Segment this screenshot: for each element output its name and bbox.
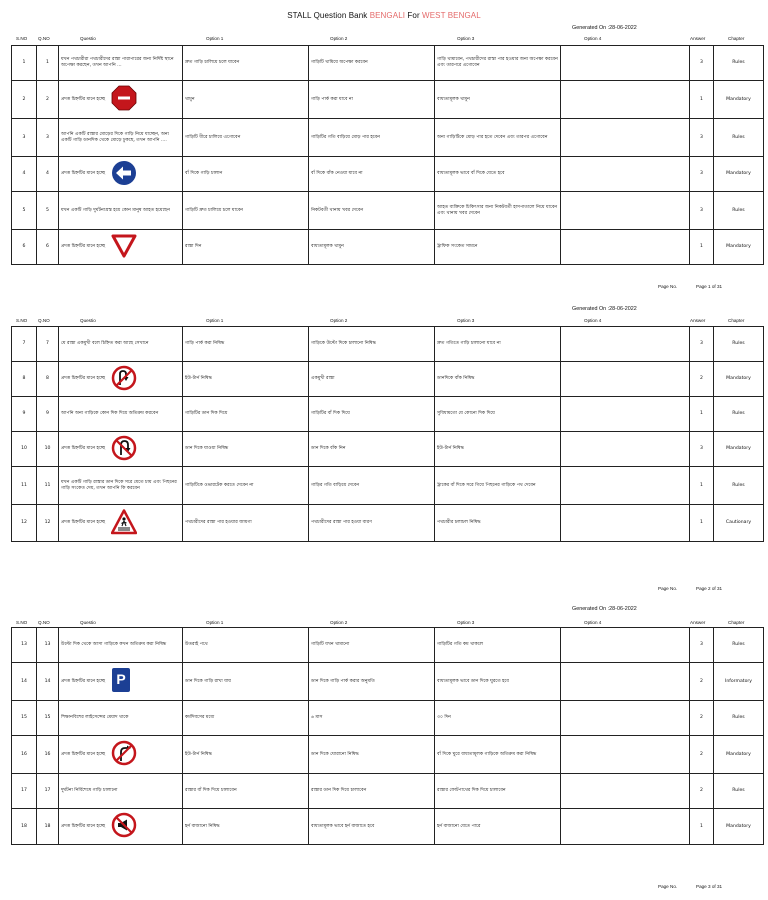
sno-cell: 2 <box>12 81 37 119</box>
column-header: Option 2 <box>330 620 348 625</box>
option3-cell: হর্ন বাজানো যেতে পারে <box>435 809 561 845</box>
page-number-label: Page No. <box>658 284 678 289</box>
question-cell <box>59 505 183 542</box>
option2-cell: গাড়িটির বাঁ দিক দিয়ে <box>309 397 435 432</box>
option3-cell: গাড়ি থামাবেন, পথচারীদের রাস্তা পার হওয়ার জন্য অপেক্ষা করবেন এবং তারপরে এগোবেন <box>435 46 561 81</box>
column-header: Option 4 <box>584 36 602 41</box>
chapter-cell: Mandatory <box>714 81 764 119</box>
question-text: প্রদত্ত চিহ্নটির মানে হচ্ছে <box>61 244 106 250</box>
option1-cell: ডান দিকে যাওয়া নিষিদ্ধ <box>183 432 309 467</box>
sno-cell: 14 <box>12 663 37 701</box>
option3-cell: ডানদিকে বাঁক নিষিদ্ধ <box>435 362 561 397</box>
question-cell <box>59 230 183 265</box>
chapter-cell: Rules <box>714 467 764 505</box>
question-text: প্রদত্ত চিহ্নটির মানে হচ্ছে <box>61 446 106 452</box>
generated-label: Generated On : <box>572 306 610 312</box>
qno-cell: 2 <box>37 81 59 119</box>
option3-cell: রাস্তার ফোটপাথের দিক দিয়ে চালাবেন <box>435 774 561 809</box>
title-state: WEST BENGAL <box>422 11 481 20</box>
answer-cell: 1 <box>690 397 714 432</box>
question-text: শিক্ষানবিশের লাইসেন্সের মেয়াদ থাকে <box>61 715 129 721</box>
table-row <box>12 432 764 467</box>
pedestrian-crossing-sign-icon <box>111 509 137 538</box>
question-text: যখন একটি গাড়ি রাস্তার ডান দিকে সরে যেতে চায় এবং পিছনের গাড়ি সংকেত দেয়, তখন আপনি কি করবেন <box>61 479 177 491</box>
question-cell <box>59 628 183 663</box>
question-cell <box>59 119 183 157</box>
answer-cell: 2 <box>690 362 714 397</box>
answer-cell: 1 <box>690 505 714 542</box>
qno-cell: 7 <box>37 327 59 362</box>
chapter-cell: Cautionary <box>714 505 764 542</box>
option3-cell: আহত ব্যক্তিকে চিকিৎসার জন্য নিকটবর্তী হাসপাতালে নিয়ে যাবেন এবং থানায় খবর দেবেন <box>435 192 561 230</box>
question-cell <box>59 663 183 701</box>
column-header: Answer <box>690 318 706 323</box>
option1-cell: বাঁ দিকে গাড়ি চালান <box>183 157 309 192</box>
qno-cell: 12 <box>37 505 59 542</box>
question-text: যখন একটি গাড়ি দুর্ঘটনাগ্রস্ত হয়ে কোন মানুষ আহত হয়েছেন <box>61 207 170 213</box>
column-header: Option 4 <box>584 620 602 625</box>
option3-cell: ইউ-টার্ন নিষিদ্ধ <box>435 432 561 467</box>
option4-cell <box>561 397 690 432</box>
chapter-cell: Rules <box>714 628 764 663</box>
option4-cell <box>561 230 690 265</box>
question-text: আপনি একটি রাস্তার মোড়ের দিকে গাড়ি নিয়ে যাচ্ছেন, অন্য একটি গাড়ি ডানদিক থেকে মোড়ে ঢুকছে, তখন আপনি .... <box>61 131 169 143</box>
option4-cell <box>561 362 690 397</box>
chapter-cell: Rules <box>714 192 764 230</box>
column-header: Answer <box>690 36 706 41</box>
title-for: For <box>407 11 420 20</box>
column-header: S.NO <box>16 318 28 323</box>
option4-cell <box>561 119 690 157</box>
question-cell <box>59 809 183 845</box>
table-row <box>12 192 764 230</box>
column-header: Questio <box>80 318 96 323</box>
column-header: Option 2 <box>330 318 348 323</box>
answer-cell: 1 <box>690 81 714 119</box>
sno-cell: 5 <box>12 192 37 230</box>
page-number-label: Page No. <box>658 884 678 889</box>
sno-cell: 16 <box>12 736 37 774</box>
option3-cell: সুবিধামতো যে কোনো দিক দিয়ে <box>435 397 561 432</box>
option2-cell: গাড়িটি থামিয়ে অপেক্ষা করবেন <box>309 46 435 81</box>
option4-cell <box>561 701 690 736</box>
generated-on <box>572 25 637 31</box>
page-number: Page 2 of 31 <box>696 586 723 591</box>
option4-cell <box>561 432 690 467</box>
one-way-sign-icon <box>111 365 137 394</box>
qno-cell: 1 <box>37 46 59 81</box>
table-row <box>12 467 764 505</box>
page-number: Page 1 of 31 <box>696 284 723 289</box>
option3-cell: বাধ্যতামূলক ভাবে বাঁ দিকে যেতে হবে <box>435 157 561 192</box>
sno-cell: 15 <box>12 701 37 736</box>
table-row <box>12 119 764 157</box>
table-row <box>12 81 764 119</box>
option2-cell: গাড়ির গতি বাড়িয়ে দেবেন <box>309 467 435 505</box>
generated-label: Generated On : <box>572 25 610 31</box>
qno-cell: 5 <box>37 192 59 230</box>
question-text: উল্টো দিক থেকে আসা গাড়িকে কখন অতিক্রম করা নিষিদ্ধ <box>61 642 167 648</box>
option4-cell <box>561 157 690 192</box>
qno-cell: 10 <box>37 432 59 467</box>
question-cell <box>59 701 183 736</box>
generated-date: 28-06-2022 <box>609 606 637 612</box>
table-row <box>12 327 764 362</box>
question-cell <box>59 192 183 230</box>
column-header: Option 2 <box>330 36 348 41</box>
option4-cell <box>561 663 690 701</box>
sno-cell: 6 <box>12 230 37 265</box>
stop-sign-icon <box>111 85 137 114</box>
sno-cell: 18 <box>12 809 37 845</box>
option2-cell: গাড়িকে উল্টো দিকে চালানো নিষিদ্ধ <box>309 327 435 362</box>
option2-cell: ডান দিকে ঘোরানো নিষিদ্ধ <box>309 736 435 774</box>
answer-cell: 2 <box>690 774 714 809</box>
answer-cell: 1 <box>690 467 714 505</box>
sno-cell: 7 <box>12 327 37 362</box>
table-row <box>12 505 764 542</box>
keep-left-sign-icon <box>111 160 137 189</box>
title-prefix: STALL Question Bank <box>287 11 368 20</box>
title-language: BENGALI <box>369 11 406 20</box>
option3-cell: দ্রুত গতিতে গাড়ি চালানো যাবে না <box>435 327 561 362</box>
page-number: Page 3 of 31 <box>696 884 723 889</box>
chapter-cell: Informatory <box>714 663 764 701</box>
chapter-cell: Mandatory <box>714 157 764 192</box>
generated-on <box>572 306 637 312</box>
question-table <box>11 326 764 542</box>
option2-cell: একমুখী রাস্তা <box>309 362 435 397</box>
option2-cell: গাড়ি পার্ক করা যাবে না <box>309 81 435 119</box>
qno-cell: 8 <box>37 362 59 397</box>
page-number-label: Page No. <box>658 586 678 591</box>
column-header: Chapter <box>728 318 745 323</box>
question-table <box>11 45 764 265</box>
option2-cell: রাস্তার ডান দিক দিয়ে চালাবেন <box>309 774 435 809</box>
chapter-cell: Mandatory <box>714 362 764 397</box>
qno-cell: 15 <box>37 701 59 736</box>
option2-cell: গাড়িটি যখন থামানো <box>309 628 435 663</box>
column-header: Option 3 <box>457 318 475 323</box>
question-text: আপনি অন্য গাড়িকে কোন দিক দিয়ে অতিক্রম করবেন <box>61 411 159 417</box>
column-header: Option 1 <box>206 318 224 323</box>
answer-cell: 3 <box>690 432 714 467</box>
option3-cell: ট্রাফিক সংকেত সামনে <box>435 230 561 265</box>
option4-cell <box>561 46 690 81</box>
option1-cell: পথচারীদের রাস্তা পার হওয়ার জায়গা <box>183 505 309 542</box>
question-cell <box>59 774 183 809</box>
question-text: প্রদত্ত চিহ্নটির মানে হচ্ছে <box>61 678 106 684</box>
sno-cell: 10 <box>12 432 37 467</box>
option1-cell: উতরাই পথে <box>183 628 309 663</box>
sno-cell: 11 <box>12 467 37 505</box>
question-cell <box>59 736 183 774</box>
chapter-cell: Rules <box>714 119 764 157</box>
answer-cell: 3 <box>690 192 714 230</box>
generated-date: 28-06-2022 <box>609 306 637 312</box>
option3-cell: বাঁ দিকে ঘুরে বাধ্যতামূলক গাড়িকে অতিক্রম করা নিষিদ্ধ <box>435 736 561 774</box>
chapter-cell: Rules <box>714 46 764 81</box>
table-row <box>12 809 764 845</box>
table-row <box>12 663 764 701</box>
option1-cell: থামুন <box>183 81 309 119</box>
generated-date: 28-06-2022 <box>609 25 637 31</box>
question-cell <box>59 81 183 119</box>
option2-cell: পথচারীদের রাস্তা পার হওয়া বারণ <box>309 505 435 542</box>
option4-cell <box>561 505 690 542</box>
option1-cell: ইউ-টার্ন নিষিদ্ধ <box>183 362 309 397</box>
column-header: Option 1 <box>206 620 224 625</box>
option4-cell <box>561 327 690 362</box>
option4-cell <box>561 81 690 119</box>
question-text: প্রদত্ত চিহ্নটির মানে হচ্ছে <box>61 520 106 526</box>
option1-cell: রাস্তার বাঁ দিক দিয়ে চালাবেন <box>183 774 309 809</box>
no-horn-sign-icon <box>111 812 137 841</box>
option4-cell <box>561 809 690 845</box>
question-text: যখন পথচারীরা পথচারীদের রাস্তা পারাপারের জন্য নির্দিষ্ট স্থানে অপেক্ষা করছেন, তখন আপনি ... <box>61 57 174 68</box>
column-header: Questio <box>80 620 96 625</box>
sno-cell: 4 <box>12 157 37 192</box>
column-header: Chapter <box>728 36 745 41</box>
column-header: Chapter <box>728 620 745 625</box>
sno-cell: 1 <box>12 46 37 81</box>
sno-cell: 9 <box>12 397 37 432</box>
option3-cell: গাড়িটির গতি কম থাকলে <box>435 628 561 663</box>
column-header: S.NO <box>16 620 28 625</box>
generated-label: Generated On : <box>572 606 610 612</box>
svg-text:P: P <box>116 671 126 688</box>
option1-cell: গাড়িটি ধীরে চালিয়ে এগোবেন <box>183 119 309 157</box>
chapter-cell: Rules <box>714 774 764 809</box>
qno-cell: 6 <box>37 230 59 265</box>
sno-cell: 17 <box>12 774 37 809</box>
column-header: Answer <box>690 620 706 625</box>
page-title <box>0 11 768 20</box>
table-row <box>12 362 764 397</box>
question-cell <box>59 46 183 81</box>
question-cell <box>59 467 183 505</box>
option4-cell <box>561 628 690 663</box>
question-text: প্রদত্ত চিহ্নটির মানে হচ্ছে <box>61 171 106 177</box>
qno-cell: 11 <box>37 467 59 505</box>
column-header: Q.NO <box>38 36 50 41</box>
sno-cell: 8 <box>12 362 37 397</box>
option1-cell: ডান দিকে গাড়ি রাখা যায় <box>183 663 309 701</box>
qno-cell: 18 <box>37 809 59 845</box>
option2-cell: ডান দিকে গাড়ি পার্ক করার অনুমতি <box>309 663 435 701</box>
option2-cell: ৬ মাস <box>309 701 435 736</box>
chapter-cell: Mandatory <box>714 230 764 265</box>
option2-cell: বাঁ দিকে বাঁক নেওয়া যাবে না <box>309 157 435 192</box>
table-row <box>12 46 764 81</box>
table-row <box>12 157 764 192</box>
table-row <box>12 397 764 432</box>
option3-cell: ট্রাকের বাঁ দিকে সরে গিয়ে পিছনের গাড়িকে পথ দেবেন <box>435 467 561 505</box>
chapter-cell: Rules <box>714 397 764 432</box>
parking-sign-icon <box>111 667 131 696</box>
chapter-cell: Mandatory <box>714 809 764 845</box>
column-header: Q.NO <box>38 620 50 625</box>
qno-cell: 9 <box>37 397 59 432</box>
answer-cell: 3 <box>690 157 714 192</box>
column-header: Option 3 <box>457 620 475 625</box>
option3-cell: অন্য গাড়িটিকে মোড় পার হতে দেবেন এবং তারপর এগোবেন <box>435 119 561 157</box>
option1-cell: গাড়ি পার্ক করা নিষিদ্ধ <box>183 327 309 362</box>
option1-cell: গাড়িটির ডান দিক দিয়ে <box>183 397 309 432</box>
no-right-turn-sign-icon <box>111 740 137 769</box>
qno-cell: 4 <box>37 157 59 192</box>
option2-cell: বাধ্যতামূলক থামুন <box>309 230 435 265</box>
column-header: Option 3 <box>457 36 475 41</box>
option1-cell: রাস্তা দিন <box>183 230 309 265</box>
option1-cell: গাড়িটিকে ওভারটেক করতে দেবেন না <box>183 467 309 505</box>
option2-cell: ডান দিকে বাঁক নিন <box>309 432 435 467</box>
option1-cell: হর্ন বাজানো নিষিদ্ধ <box>183 809 309 845</box>
chapter-cell: Mandatory <box>714 736 764 774</box>
answer-cell: 3 <box>690 628 714 663</box>
column-header: Questio <box>80 36 96 41</box>
question-text: প্রদত্ত চিহ্নটির মানে হচ্ছে <box>61 96 106 102</box>
table-row <box>12 230 764 265</box>
option1-cell: দ্রুত গাড়ি চালিয়ে চলে যাবেন <box>183 46 309 81</box>
qno-cell: 14 <box>37 663 59 701</box>
question-cell <box>59 157 183 192</box>
answer-cell: 1 <box>690 230 714 265</box>
question-text: যে রাস্তা একমুখী বলে চিহ্নিত করা আছে সেখানে <box>61 341 149 347</box>
qno-cell: 13 <box>37 628 59 663</box>
qno-cell: 16 <box>37 736 59 774</box>
option3-cell: পথচারীর চলাচল নিষিদ্ধ <box>435 505 561 542</box>
qno-cell: 3 <box>37 119 59 157</box>
qno-cell: 17 <box>37 774 59 809</box>
option2-cell: গাড়িটির গতি বাড়িয়ে মোড় পার হবেন <box>309 119 435 157</box>
option3-cell: বাধ্যতামূলক ভাবে ডান দিকে ঘুরতে হবে <box>435 663 561 701</box>
sno-cell: 12 <box>12 505 37 542</box>
sno-cell: 3 <box>12 119 37 157</box>
question-text: প্রদত্ত চিহ্নটির মানে হচ্ছে <box>61 376 106 382</box>
answer-cell: 3 <box>690 46 714 81</box>
option4-cell <box>561 467 690 505</box>
answer-cell: 2 <box>690 663 714 701</box>
option1-cell: গাড়িটি দ্রুত চালিয়ে চলে যাবেন <box>183 192 309 230</box>
option3-cell: বাধ্যতামূলক থামুন <box>435 81 561 119</box>
question-text: দুর্ঘটনা নির্বিশেষে গাড়ি চালানো <box>61 788 118 794</box>
column-header: S.NO <box>16 36 28 41</box>
option1-cell: কর্মদিবসের মধ্যে <box>183 701 309 736</box>
column-header: Option 4 <box>584 318 602 323</box>
table-row <box>12 701 764 736</box>
answer-cell: 2 <box>690 736 714 774</box>
question-cell <box>59 362 183 397</box>
table-row <box>12 736 764 774</box>
chapter-cell: Rules <box>714 701 764 736</box>
question-table <box>11 627 764 845</box>
answer-cell: 1 <box>690 809 714 845</box>
generated-on <box>572 606 637 612</box>
question-cell <box>59 327 183 362</box>
answer-cell: 3 <box>690 327 714 362</box>
sno-cell: 13 <box>12 628 37 663</box>
question-text: প্রদত্ত চিহ্নটির মানে হচ্ছে <box>61 751 106 757</box>
column-header: Option 1 <box>206 36 224 41</box>
option2-cell: বাধ্যতামূলক ভাবে হর্ন বাজাতে হবে <box>309 809 435 845</box>
question-text: প্রদত্ত চিহ্নটির মানে হচ্ছে <box>61 823 106 829</box>
table-row <box>12 628 764 663</box>
chapter-cell: Rules <box>714 327 764 362</box>
question-cell <box>59 432 183 467</box>
option1-cell: ইউ-টার্ন নিষিদ্ধ <box>183 736 309 774</box>
option2-cell: নিকটবর্তী থানায় খবর দেবেন <box>309 192 435 230</box>
table-row <box>12 774 764 809</box>
column-header: Q.NO <box>38 318 50 323</box>
chapter-cell: Mandatory <box>714 432 764 467</box>
give-way-sign-icon <box>111 233 137 262</box>
answer-cell: 2 <box>690 701 714 736</box>
option4-cell <box>561 192 690 230</box>
option4-cell <box>561 736 690 774</box>
option4-cell <box>561 774 690 809</box>
question-cell <box>59 397 183 432</box>
answer-cell: 3 <box>690 119 714 157</box>
option3-cell: ৩০ দিন <box>435 701 561 736</box>
no-uturn-sign-icon <box>111 435 137 464</box>
